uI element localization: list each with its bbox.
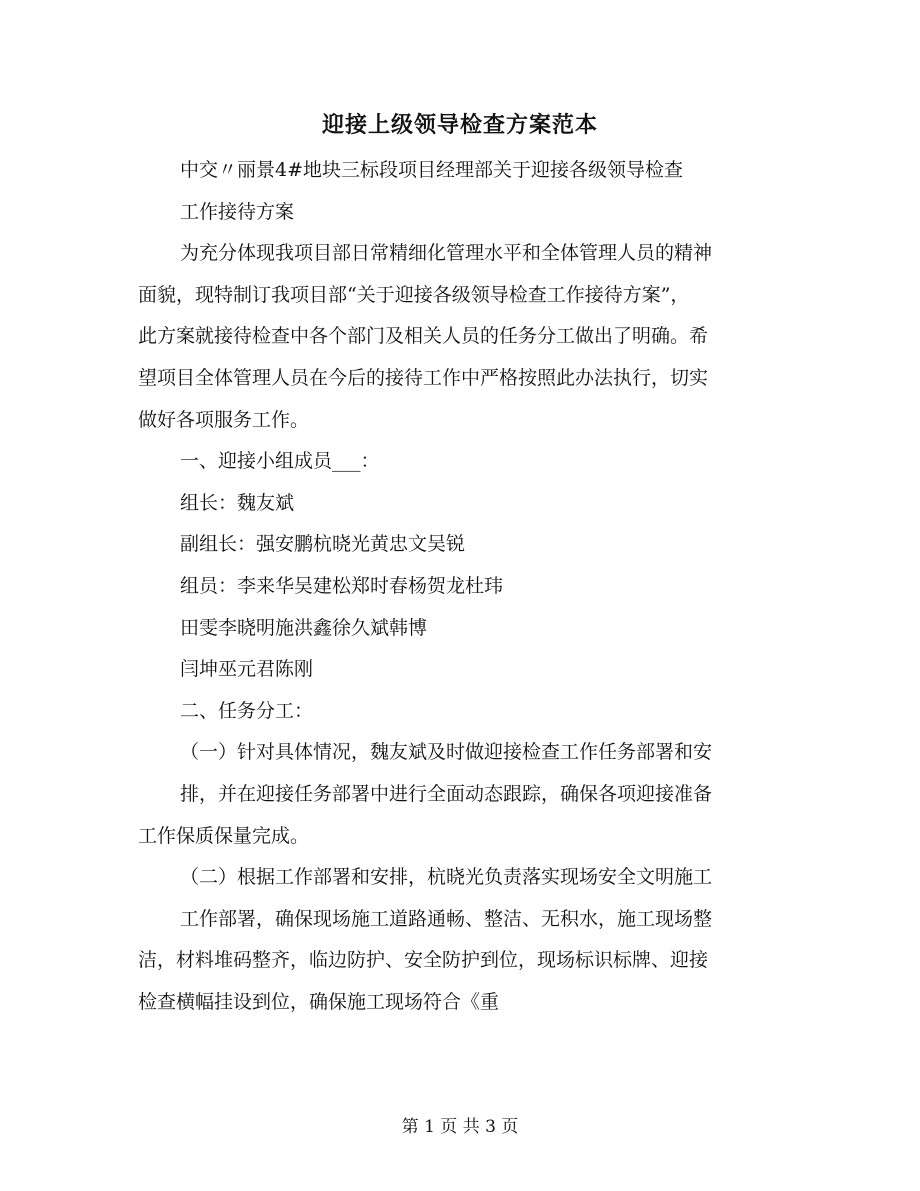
paragraph-line: 工作接待方案	[180, 200, 295, 223]
paragraph-line: 面貌，现特制订我项目部“关于迎接各级领导检查工作接待方案”，	[138, 283, 690, 306]
paragraph-line: 此方案就接待检查中各个部门及相关人员的任务分工做出了明确。希	[138, 325, 709, 348]
document-title: 迎接上级领导检查方案范本	[321, 112, 598, 138]
paragraph-line: 望项目全体管理人员在今后的接待工作中严格按照此办法执行，切实	[138, 366, 709, 389]
paragraph-line: 工作部署，确保现场施工道路通畅、整洁、无积水，施工现场整	[180, 907, 713, 930]
paragraph-line: 为充分体现我项目部日常精细化管理水平和全体管理人员的精神	[180, 242, 713, 265]
document-body	[138, 150, 780, 1023]
paragraph-line: 副组长：强安鹏杭晓光黄忠文吴锐	[180, 533, 466, 556]
paragraph-line: 组长：魏友斌	[180, 491, 295, 514]
section-heading: 一、迎接小组成员___：	[180, 450, 380, 473]
paragraph-line: 检查横幅挂设到位，确保施工现场符合《重	[138, 990, 500, 1013]
paragraph-line: （二）根据工作部署和安排，杭晓光负责落实现场安全文明施工	[180, 866, 713, 889]
paragraph-line: 中交〃丽景4#地块三标段项目经理部关于迎接各级领导检查	[180, 159, 684, 181]
paragraph-line: 做好各项服务工作。	[138, 408, 310, 431]
section-heading: 二、任务分工：	[180, 699, 314, 722]
page-number: 第 1 页 共 3 页	[401, 1117, 519, 1137]
paragraph-line: 田雯李晓明施洪鑫徐久斌韩博	[180, 616, 428, 639]
paragraph-line: 闫坤巫元君陈刚	[180, 658, 314, 681]
paragraph-line: 洁，材料堆码整齐，临边防护、安全防护到位，现场标识标牌、迎接	[138, 949, 709, 972]
paragraph-line: 组员：李来华吴建松郑时春杨贺龙杜玮	[180, 574, 504, 597]
paragraph-line: 排，并在迎接任务部署中进行全面动态跟踪，确保各项迎接准备	[180, 782, 713, 805]
paragraph-line: 工作保质保量完成。	[138, 824, 310, 847]
paragraph-line: （一）针对具体情况，魏友斌及时做迎接检查工作任务部署和安	[180, 741, 713, 764]
